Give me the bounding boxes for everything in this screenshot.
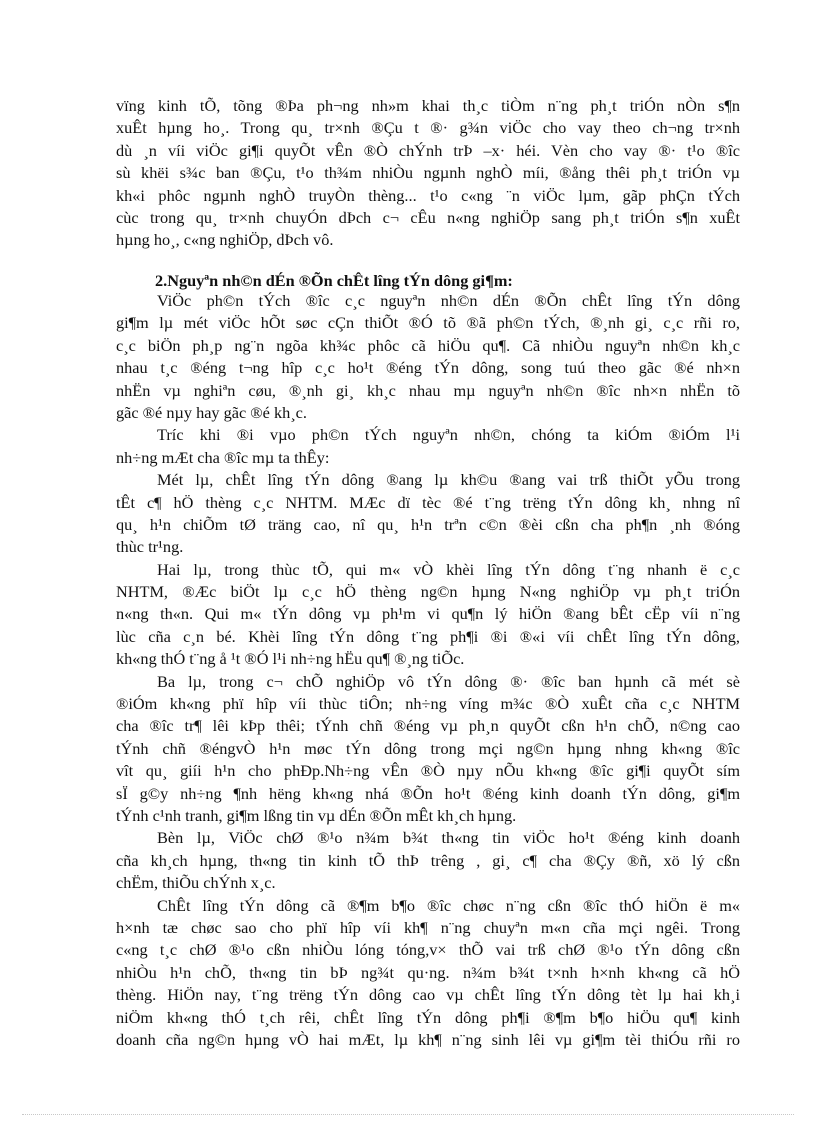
section-body — [116, 290, 740, 1051]
text-line: nh÷ng mÆt cha ®îc mµ ta thÊy: — [116, 447, 330, 467]
text-line: chËm, thiÕu chÝnh x¸c. — [116, 873, 276, 893]
text-line: sù khëi s¾c ban ®Çu, t¹o th¾m nhiÒu ngµnh nghÒ míi, ®ång thêi ph¸t triÓn vµ — [116, 163, 740, 183]
text-line: hµng ho¸, c«ng nghiÖp, dÞch vô. — [116, 230, 334, 250]
text-line: c«ng t¸c chØ ®¹o cßn nhiÒu lóng tóng,v× thÕ vai trß chØ ®¹o tÝn dông cßn — [116, 940, 740, 960]
text-line: ChÊt lîng tÝn dông cã ®¶m b¶o ®îc chøc n¨ng cßn ®îc thÓ hiÖn ë m« — [157, 895, 740, 915]
text-line: tÝnh chñ ®éngvÒ h¹n møc tÝn dông trong mçi ng©n hµng nhng kh«ng ®îc — [116, 738, 740, 758]
text-line: doanh cña ng©n hµng vÒ hai mÆt, lµ kh¶ n¨ng sinh lêi vµ gi¶m tèi thiÓu rñi ro — [116, 1029, 740, 1049]
text-line: NHTM, ®Æc biÖt lµ c¸c hÖ thèng ng©n hµng N«ng nghiÖp vµ ph¸t triÓn — [116, 582, 740, 602]
text-line: Hai lµ, trong thùc tÕ, qui m« vÒ khèi lîng tÝn dông t¨ng nhanh ë c¸c — [157, 559, 740, 579]
text-line: vïng kinh tÕ, tõng ®Þa ph¬ng nh»m khai th¸c tiÒm n¨ng ph¸t triÓn nÒn s¶n — [116, 96, 740, 115]
text-line: qu¸ h¹n chiÕm tØ träng cao, nî qu¸ h¹n trªn c©n ®èi cßn cha ph¶n ¸nh ®óng — [116, 514, 740, 534]
text-line: Bèn lµ, ViÖc chØ ®¹o n¾m b¾t th«ng tin viÖc ho¹t ®éng kinh doanh — [157, 828, 740, 848]
text-line: n«ng th«n. Qui m« tÝn dông vµ ph¹m vi qu¶n lý hiÖn ®ang bÊt cËp víi n¨ng — [116, 604, 740, 624]
text-line: gãc ®é nµy hay gãc ®é kh¸c. — [116, 402, 307, 422]
text-line: c¸c biÖn ph¸p ng¨n ngõa kh¾c phôc cã hiÖu qu¶. Cã nhiÒu nguyªn nh©n kh¸c — [116, 335, 740, 355]
text-line: nhau t¸c ®éng t¬ng hîp c¸c ho¹t ®éng tÝn dông, song tuú theo gãc ®é nh×n — [116, 358, 740, 378]
text-line: nhËn vµ nghiªn cøu, ®¸nh gi¸ kh¸c nhau mµ nguyªn nh©n ®îc nh×n nhËn tõ — [116, 380, 740, 400]
text-line: Mét lµ, chÊt lîng tÝn dông ®ang lµ kh©u ®ang vai trß thiÕt yÕu trong — [157, 470, 740, 490]
text-line: vît qu¸ giíi h¹n cho phÐp.Nh÷ng vÊn ®Ò nµy nÕu kh«ng ®îc gi¶i quyÕt sím — [116, 761, 740, 781]
text-line: cùc trong qu¸ tr×nh chuyÓn dÞch c¬ cÊu n«ng nghiÖp sang ph¸t triÓn s¶n xuÊt — [116, 207, 740, 227]
text-line: sÏ g©y nh÷ng ¶nh hëng kh«ng nhá ®Õn ho¹t ®éng kinh doanh tÝn dông, gi¶m — [116, 783, 740, 803]
text-line: thùc tr¹ng. — [116, 537, 184, 557]
text-line: Tríc khi ®i vµo ph©n tÝch nguyªn nh©n, chóng ta kiÓm ®iÓm l¹i — [157, 425, 740, 445]
text-line: kh«ng thÓ t¨ng å ¹t ®Ó l¹i nh÷ng hËu qu¶ ®¸ng tiÕc. — [116, 649, 465, 669]
text-line: gi¶m lµ mét viÖc hÕt søc cÇn thiÕt ®Ó tõ ®ã ph©n tÝch, ®¸nh gi¸ c¸c rñi ro, — [116, 313, 740, 333]
section-heading: 2.Nguyªn nh©n dÉn ®Õn chÊt lîng tÝn dông gi¶m: — [155, 271, 513, 290]
text-line: cña kh¸ch hµng, th«ng tin kinh tÕ thÞ trêng , gi¸ c¶ cha ®Çy ®ñ, xö lý cßn — [116, 850, 740, 870]
page-footer-border — [22, 1114, 794, 1115]
text-line: cha ®îc tr¶ lêi kÞp thêi; tÝnh chñ ®éng vµ ph¸n quyÕt cßn h¹n chÕ, n©ng cao — [116, 716, 740, 736]
text-line: nhiÒu h¹n chÕ, th«ng tin bÞ ng¾t qu·ng. n¾m b¾t t×nh h×nh kh«ng cã hÖ — [116, 962, 740, 982]
text-line: kh«i phôc ngµnh nghÒ truyÒn thèng... t¹o c«ng ¨n viÖc lµm, gãp phÇn tÝch — [116, 185, 740, 205]
text-line: Ba lµ, trong c¬ chÕ nghiÖp vô tÝn dông ®· ®îc ban hµnh cã mét sè — [157, 671, 740, 691]
text-line: tÊt c¶ hÖ thèng c¸c NHTM. MÆc dï tèc ®é t¨ng trëng tÝn dông kh¸ nhng nî — [116, 492, 740, 512]
intro-paragraph — [116, 95, 740, 252]
text-line: niÖm kh«ng thÓ t¸ch rêi, chÊt lîng tÝn dông ph¶i ®¶m b¶o hiÖu qu¶ kinh — [116, 1007, 740, 1027]
text-line: ViÖc ph©n tÝch ®îc c¸c nguyªn nh©n dÉn ®Õn chÊt lîng tÝn dông — [157, 291, 740, 310]
text-line: h×nh tæ chøc sao cho phï hîp víi kh¶ n¨ng chuyªn m«n cña mçi ngêi. Trong — [116, 917, 740, 937]
text-line: xuÊt hµng ho¸. Trong qu¸ tr×nh ®Çu t ®· g¾n viÖc cho vay theo ch¬ng tr×nh — [116, 118, 740, 138]
text-line: lùc cña c¸n bé. Khèi lîng tÝn dông t¨ng ph¶i ®i ®«i víi chÊt lîng tÝn dông, — [116, 626, 740, 646]
text-line: dù ¸n víi viÖc gi¶i quyÕt vÊn ®Ò chÝnh trÞ –x· héi. Vèn cho vay ®· t¹o ®îc — [116, 140, 740, 160]
text-line: ®iÓm kh«ng phï hîp víi thùc tiÔn; nh÷ng víng m¾c ®Ò xuÊt cña c¸c NHTM — [116, 694, 740, 714]
text-line: tÝnh c¹nh tranh, gi¶m lßng tin vµ dÉn ®Õn mÊt kh¸ch hµng. — [116, 805, 517, 825]
text-line: thèng. HiÖn nay, t¨ng trëng tÝn dông cao vµ chÊt lîng tÝn dông tèt lµ hai kh¸i — [116, 985, 740, 1005]
